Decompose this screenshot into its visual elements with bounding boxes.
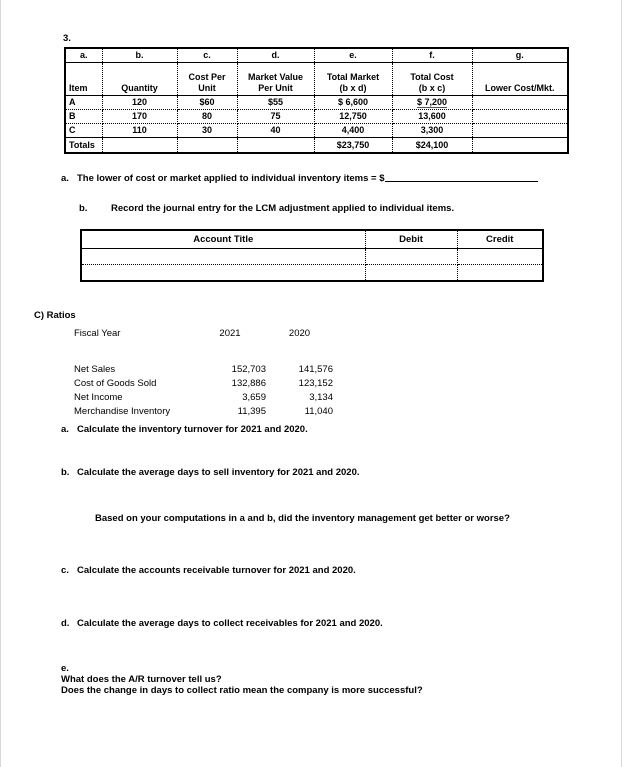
header-total-market-line1: Total Market — [326, 72, 380, 82]
table-row — [65, 124, 568, 138]
question-b-text: Calculate the average days to sell inventory for 2021 and 2020. — [77, 467, 360, 478]
part-a-text: The lower of cost or market applied to individual inventory items = $ — [77, 173, 385, 184]
header-market-value-per-unit — [237, 63, 314, 96]
cell-account-title[interactable] — [81, 265, 365, 282]
ratios-value-2020: 3,134 — [309, 392, 333, 403]
part-a-answer-blank[interactable] — [385, 181, 538, 182]
question-a-marker: a. — [61, 424, 69, 435]
question-e-body — [61, 674, 591, 696]
cell-totals-cost-per-unit — [177, 138, 237, 154]
question-d — [61, 618, 591, 631]
header-market-value-line2: Per Unit — [258, 82, 293, 93]
cell-totals-total-market: $23,750 — [314, 138, 392, 154]
ratios-label: Merchandise Inventory — [74, 406, 171, 417]
question-e — [61, 663, 591, 696]
table-row — [81, 249, 543, 265]
ratios-year-2020: 2020 — [288, 328, 311, 339]
cell-total-market: 12,750 — [314, 110, 392, 124]
header-cost-per-unit — [177, 63, 237, 96]
cell-quantity: 170 — [102, 110, 177, 124]
cell-market-value-per-unit: 40 — [237, 124, 314, 138]
col-letter-f: f. — [392, 48, 472, 63]
part-a — [61, 173, 538, 184]
header-quantity: Quantity — [102, 63, 177, 96]
journal-entry-table — [80, 229, 544, 282]
ratios-label: Net Sales — [74, 364, 116, 375]
cell-cost-per-unit: $60 — [177, 96, 237, 110]
question-c-text: Calculate the accounts receivable turnover for 2021 and 2020. — [77, 565, 356, 576]
cell-lower-cost-mkt — [472, 124, 568, 138]
cell-cost-per-unit: 80 — [177, 110, 237, 124]
header-credit: Credit — [457, 230, 543, 249]
table-row-column-letters — [65, 48, 568, 63]
header-item: Item — [65, 63, 102, 96]
problem-number: 3. — [63, 33, 71, 44]
ratios-fiscal-year-label: Fiscal Year — [74, 328, 121, 339]
col-letter-d: d. — [237, 48, 314, 63]
cell-total-cost — [392, 96, 472, 110]
cell-market-value-per-unit: $55 — [237, 96, 314, 110]
cell-debit[interactable] — [365, 249, 457, 265]
ratios-value-2021: 3,659 — [242, 392, 266, 403]
ratios-value-2021: 132,886 — [231, 378, 266, 389]
ratios-section-title: C) Ratios — [34, 310, 76, 321]
questions-list — [61, 424, 591, 696]
header-debit: Debit — [365, 230, 457, 249]
col-letter-e: e. — [314, 48, 392, 63]
question-e-text-line2: Does the change in days to collect ratio mean the company is more successful? — [61, 685, 423, 696]
ratios-value-2020: 123,152 — [298, 378, 333, 389]
cell-quantity: 110 — [102, 124, 177, 138]
question-b — [61, 467, 591, 480]
cell-debit[interactable] — [365, 265, 457, 282]
question-followup — [95, 513, 591, 526]
header-account-title: Account Title — [81, 230, 365, 249]
cell-cost-per-unit: 30 — [177, 124, 237, 138]
table-row — [65, 110, 568, 124]
cell-totals-lower-cost-mkt — [472, 138, 568, 154]
cell-market-value-per-unit: 75 — [237, 110, 314, 124]
question-b-marker: b. — [61, 467, 70, 478]
question-e-text-line1: What does the A/R turnover tell us? — [61, 674, 222, 685]
header-total-cost-line1: Total Cost — [410, 72, 454, 82]
table-row — [65, 96, 568, 110]
cell-total-market: $ 6,600 — [314, 96, 392, 110]
cell-total-cost: 13,600 — [392, 110, 472, 124]
part-a-marker: a. — [61, 173, 69, 184]
header-market-value-line1: Market Value — [247, 72, 304, 82]
header-total-market-line2: (b x d) — [339, 82, 367, 93]
ratios-value-2020: 11,040 — [304, 406, 333, 417]
cell-account-title[interactable] — [81, 249, 365, 265]
ratios-label: Cost of Goods Sold — [74, 378, 157, 389]
question-d-marker: d. — [61, 618, 70, 629]
question-c-marker: c. — [61, 565, 69, 576]
col-letter-g: g. — [472, 48, 568, 63]
header-total-cost — [392, 63, 472, 96]
question-followup-text: Based on your computations in a and b, did the inventory management get better or worse? — [95, 513, 510, 524]
part-b-text: Record the journal entry for the LCM adjustment applied to individual items. — [111, 203, 455, 214]
ratios-value-2020: 141,576 — [298, 364, 333, 375]
cell-total-cost: 3,300 — [392, 124, 472, 138]
cell-totals-quantity — [102, 138, 177, 154]
question-a-text: Calculate the inventory turnover for 2021 and 2020. — [77, 424, 308, 435]
cell-totals-total-cost: $24,100 — [392, 138, 472, 154]
part-b — [79, 203, 454, 214]
col-letter-a: a. — [65, 48, 102, 63]
ratios-label: Net Income — [74, 392, 123, 403]
question-a — [61, 424, 591, 437]
cell-total-market: 4,400 — [314, 124, 392, 138]
inventory-lcm-table — [64, 47, 569, 154]
col-letter-b: b. — [102, 48, 177, 63]
cell-lower-cost-mkt — [472, 110, 568, 124]
question-e-marker: e. — [61, 663, 69, 674]
cell-credit[interactable] — [457, 265, 543, 282]
cell-totals-market-value — [237, 138, 314, 154]
part-b-marker: b. — [79, 203, 88, 214]
header-cost-per-unit-line2: Unit — [198, 82, 216, 93]
col-letter-c: c. — [177, 48, 237, 63]
header-cost-per-unit-line1: Cost Per — [188, 72, 226, 82]
cell-credit[interactable] — [457, 249, 543, 265]
cell-item: B — [65, 110, 102, 124]
cell-quantity: 120 — [102, 96, 177, 110]
question-d-text: Calculate the average days to collect receivables for 2021 and 2020. — [77, 618, 383, 629]
ratios-value-2021: 152,703 — [231, 364, 266, 375]
question-c — [61, 565, 591, 578]
table-row — [81, 265, 543, 282]
ratios-year-2021: 2021 — [219, 328, 241, 339]
cell-lower-cost-mkt — [472, 96, 568, 110]
header-total-cost-line2: (b x c) — [418, 82, 446, 93]
header-lower-cost-mkt: Lower Cost/Mkt. — [472, 63, 568, 96]
header-total-market — [314, 63, 392, 96]
cell-item: C — [65, 124, 102, 138]
table-row-column-headers — [65, 63, 568, 96]
cell-total-cost-highlighted: $ 7,200 — [416, 97, 448, 107]
cell-totals-label: Totals — [65, 138, 102, 154]
table-row-header — [81, 230, 543, 249]
table-row-totals — [65, 138, 568, 154]
ratios-value-2021: 11,395 — [237, 406, 266, 417]
cell-item: A — [65, 96, 102, 110]
